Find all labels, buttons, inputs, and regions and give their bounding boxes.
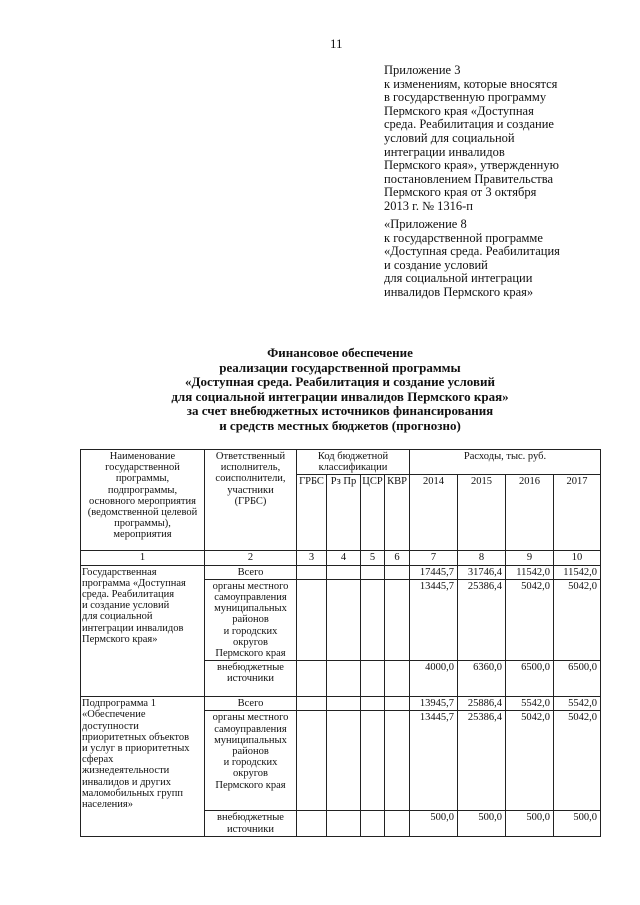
- column-number: 8: [458, 551, 506, 565]
- executor-cell: [205, 579, 297, 660]
- appendix-3-note: [384, 64, 624, 214]
- appendix-line: интеграции инвалидов: [384, 144, 505, 159]
- executor-line: внебюджетные: [217, 662, 284, 674]
- code-cell: [361, 697, 385, 711]
- value-cell: 5042,0: [554, 711, 601, 811]
- program-name-line: для социальной: [82, 611, 153, 623]
- header-text: соисполнители,: [215, 473, 286, 485]
- code-cell: [361, 565, 385, 579]
- program-name-cell: [81, 565, 205, 697]
- value-cell: 6500,0: [506, 661, 554, 697]
- appendix-line: к изменениям, которые вносятся: [384, 76, 558, 91]
- header-text: Ответственный: [215, 451, 286, 462]
- value-cell: 17445,7: [410, 565, 458, 579]
- executor-line: Пермского края: [215, 648, 286, 660]
- executor-line: округов: [233, 636, 268, 648]
- executor-cell: [205, 661, 297, 697]
- appendix-line: для социальной интеграции: [384, 271, 533, 286]
- value-cell: 5542,0: [554, 697, 601, 711]
- executor-line: органы местного: [212, 712, 289, 724]
- executor-line: самоуправления: [214, 592, 287, 604]
- appendix-line: условий для социальной: [384, 130, 515, 145]
- code-cell: [327, 711, 361, 811]
- executor-line: источники: [227, 823, 274, 835]
- header-text: подпрограммы,: [107, 484, 178, 496]
- code-cell: [361, 661, 385, 697]
- column-number: 10: [554, 551, 601, 565]
- value-cell: 31746,4: [458, 565, 506, 579]
- executor-line: самоуправления: [214, 723, 287, 735]
- executor-line: муниципальных: [214, 603, 287, 615]
- code-cell: [327, 565, 361, 579]
- executor-line: источники: [227, 673, 274, 685]
- code-cell: [297, 661, 327, 697]
- header-text: программы,: [115, 473, 170, 485]
- appendix-line: и создание условий: [384, 257, 488, 272]
- executor-cell: [205, 711, 297, 811]
- code-cell: [297, 811, 327, 836]
- appendix-line: Пермского края от 3 октября: [384, 185, 537, 200]
- appendix-line: 2013 г. № 1316-п: [384, 198, 473, 213]
- header-executor-cell: [205, 450, 297, 551]
- value-cell: 11542,0: [554, 565, 601, 579]
- value-cell: 500,0: [554, 811, 601, 836]
- header-text: государственной: [105, 462, 180, 474]
- appendix-line: Пермского края», утвержденную: [384, 158, 559, 173]
- document-title: [80, 346, 600, 433]
- value-cell: 6360,0: [458, 661, 506, 697]
- executor-line: Пермского края: [215, 779, 286, 791]
- column-number: 1: [81, 551, 205, 565]
- program-name-line: программа «Доступная: [82, 577, 186, 589]
- value-cell: 13445,7: [410, 711, 458, 811]
- header-text: классификации: [318, 462, 388, 474]
- value-cell: 5042,0: [506, 579, 554, 660]
- executor-line: районов: [232, 614, 269, 626]
- appendix-8-note: [384, 218, 624, 300]
- appendix-line: Пермского края «Доступная: [384, 103, 534, 118]
- value-cell: 5042,0: [554, 579, 601, 660]
- header-year: 2014: [410, 475, 458, 551]
- header-text: программы),: [114, 518, 171, 530]
- value-cell: 5042,0: [506, 711, 554, 811]
- value-cell: 6500,0: [554, 661, 601, 697]
- executor-line: органы местного: [212, 580, 289, 592]
- appendix-line: «Приложение 8: [384, 217, 467, 231]
- executor-line: и городских: [223, 757, 278, 769]
- code-cell: [297, 697, 327, 711]
- code-cell: [327, 661, 361, 697]
- header-code-col: ГРБС: [297, 475, 327, 551]
- code-cell: [327, 811, 361, 836]
- executor-line: муниципальных: [214, 734, 287, 746]
- appendix-line: среда. Реабилитация и создание: [384, 117, 554, 132]
- code-cell: [385, 661, 410, 697]
- executor-line: Всего: [237, 698, 264, 710]
- executor-cell: [205, 811, 297, 836]
- value-cell: 5542,0: [506, 697, 554, 711]
- code-cell: [297, 565, 327, 579]
- value-cell: 25386,4: [458, 711, 506, 811]
- code-cell: [361, 579, 385, 660]
- column-number: 6: [385, 551, 410, 565]
- header-code-col: ЦСР: [361, 475, 385, 551]
- appendix-line: «Доступная среда. Реабилитация: [384, 244, 560, 259]
- program-name-line: Государственная: [82, 566, 157, 578]
- program-name-line: Пермского края»: [82, 633, 158, 645]
- column-number: 5: [361, 551, 385, 565]
- program-name-line: среда. Реабилитация: [82, 589, 175, 601]
- header-text: исполнитель,: [220, 462, 281, 474]
- value-cell: 25386,4: [458, 579, 506, 660]
- header-code-col: Рз Пр: [327, 475, 361, 551]
- code-cell: [361, 711, 385, 811]
- header-name-cell: [81, 450, 205, 551]
- subprogram-name-line: жизнедеятельности: [82, 765, 170, 777]
- header-code-col: КВР: [385, 475, 410, 551]
- value-cell: 11542,0: [506, 565, 554, 579]
- title-line: реализации государственной программы: [219, 359, 461, 375]
- code-cell: [385, 811, 410, 836]
- subprogram-name-line: Подпрограмма 1: [82, 698, 156, 710]
- subprogram-name-line: инвалидов и других: [82, 776, 171, 788]
- executor-cell: [205, 565, 297, 579]
- subprogram-name-line: маломобильных групп: [82, 787, 183, 799]
- code-cell: [385, 579, 410, 660]
- appendix-line: Приложение 3: [384, 63, 461, 77]
- executor-line: округов: [233, 768, 268, 780]
- executor-line: районов: [232, 746, 269, 758]
- value-cell: 500,0: [506, 811, 554, 836]
- value-cell: 500,0: [410, 811, 458, 836]
- code-cell: [297, 711, 327, 811]
- header-year: 2015: [458, 475, 506, 551]
- code-cell: [297, 579, 327, 660]
- header-expenses-cell: Расходы, тыс. руб.: [410, 450, 601, 475]
- table-row: [81, 565, 601, 579]
- table-row: [81, 697, 601, 711]
- code-cell: [385, 565, 410, 579]
- code-cell: [327, 697, 361, 711]
- appendix-line: к государственной программе: [384, 230, 543, 245]
- column-number: 2: [205, 551, 297, 565]
- column-number: 4: [327, 551, 361, 565]
- executor-cell: [205, 697, 297, 711]
- header-text: основного мероприятия: [89, 495, 196, 507]
- subprogram-name-line: и услуг в приоритетных: [82, 743, 190, 755]
- executor-line: внебюджетные: [217, 812, 284, 824]
- page-number: 11: [330, 36, 343, 51]
- header-text: Код бюджетной: [317, 451, 389, 462]
- header-year: 2017: [554, 475, 601, 551]
- column-number: 3: [297, 551, 327, 565]
- subprogram-name-cell: [81, 697, 205, 837]
- title-line: Финансовое обеспечение: [267, 345, 413, 360]
- column-number: 9: [506, 551, 554, 565]
- header-code-group-cell: [297, 450, 410, 475]
- header-year: 2016: [506, 475, 554, 551]
- appendix-line: в государственную программу: [384, 90, 547, 105]
- header-text: (ведомственной целевой: [87, 507, 198, 519]
- value-cell: 25886,4: [458, 697, 506, 711]
- header-text: (ГРБС): [234, 495, 267, 507]
- value-cell: 4000,0: [410, 661, 458, 697]
- subprogram-name-line: населения»: [82, 799, 133, 811]
- subprogram-name-line: «Обеспечение: [82, 709, 146, 721]
- header-text: мероприятия: [113, 529, 172, 541]
- appendix-line: постановлением Правительства: [384, 171, 554, 186]
- executor-line: Всего: [237, 566, 264, 578]
- header-text: участники: [227, 484, 274, 496]
- code-cell: [361, 811, 385, 836]
- title-line: и средств местных бюджетов (прогнозно): [219, 417, 461, 433]
- code-cell: [385, 697, 410, 711]
- column-number-row: [81, 551, 601, 565]
- title-line: «Доступная среда. Реабилитация и создание условий: [185, 374, 495, 389]
- code-cell: [385, 711, 410, 811]
- header-text: Наименование: [109, 451, 176, 462]
- budget-table: [80, 449, 601, 837]
- subprogram-name-line: доступности: [82, 720, 139, 732]
- value-cell: 500,0: [458, 811, 506, 836]
- appendix-line: инвалидов Пермского края»: [384, 284, 534, 299]
- code-cell: [327, 579, 361, 660]
- value-cell: 13945,7: [410, 697, 458, 711]
- executor-line: и городских: [223, 625, 278, 637]
- column-number: 7: [410, 551, 458, 565]
- program-name-line: интеграции инвалидов: [82, 622, 184, 634]
- title-line: для социальной интеграции инвалидов Пермского края»: [171, 388, 509, 404]
- table-header-row: [81, 450, 601, 475]
- program-name-line: и создание условий: [82, 600, 170, 612]
- value-cell: 13445,7: [410, 579, 458, 660]
- subprogram-name-line: приоритетных объектов: [82, 731, 190, 743]
- title-line: за счет внебюджетных источников финансирования: [186, 403, 494, 418]
- subprogram-name-line: сферах: [82, 754, 114, 766]
